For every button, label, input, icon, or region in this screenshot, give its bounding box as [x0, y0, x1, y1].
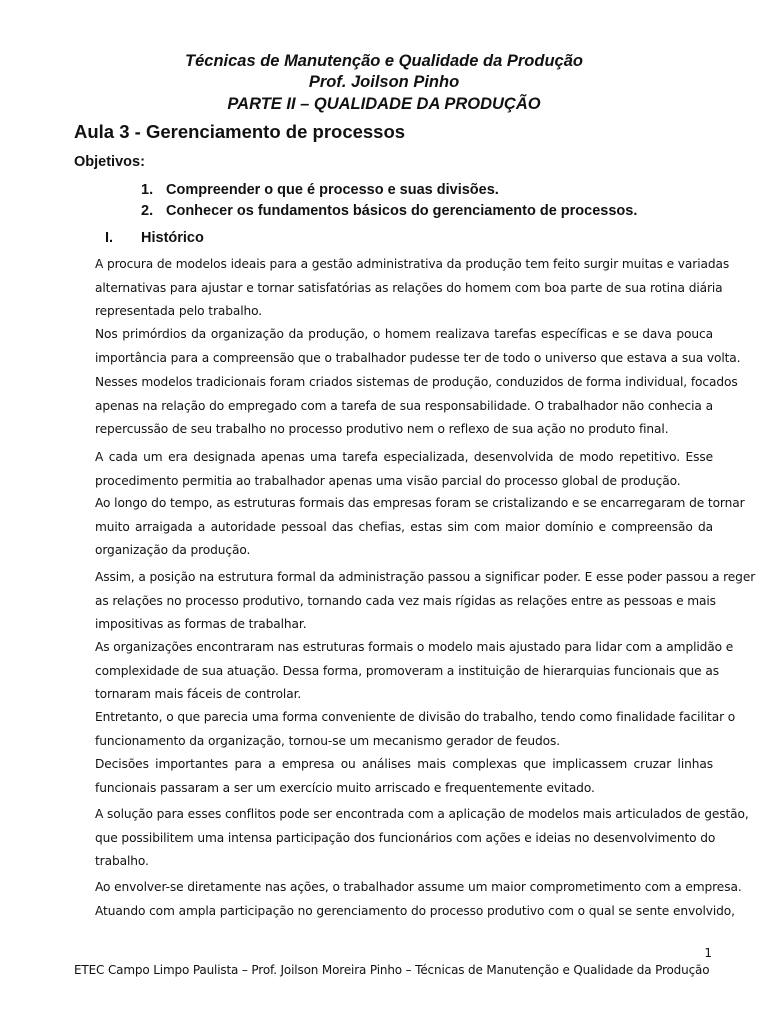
paragraph [95, 636, 734, 707]
paragraph-line: trabalho. [95, 854, 149, 868]
paragraph-line: impositivas as formas de trabalhar. [95, 617, 307, 631]
paragraph-line: apenas na relação do empregado com a tarefa de sua responsabilidade. O trabalhador não conhecia a [95, 398, 713, 413]
paragraph-line: procedimento permitia ao trabalhador apenas uma visão parcial do processo global de produção. [95, 473, 681, 488]
paragraph-line: A solução para esses conflitos pode ser encontrada com a aplicação de modelos mais articulados de gestão, [95, 807, 749, 821]
paragraph-line: funcionamento da organização, tornou-se um mecanismo gerador de feudos. [95, 733, 561, 748]
objectives-label: Objetivos: [74, 154, 145, 170]
paragraph-line: importância para a compreensão que o trabalhador pudesse ter de todo o universo que estava a sua volta. [95, 350, 741, 365]
paragraph-line: Entretanto, o que parecia uma forma conveniente de divisão do trabalho, tendo como finalidade facilitar o [95, 710, 736, 724]
section-number: I. [105, 230, 114, 246]
paragraph [95, 803, 749, 874]
objective-number: 2. [141, 203, 154, 219]
professor-name: Prof. Joilson Pinho [308, 73, 460, 91]
objective-text: Conhecer os fundamentos básicos do gerenciamento de processos. [166, 203, 638, 219]
paragraph-line: Ao longo do tempo, as estruturas formais das empresas foram se cristalizando e se encarregaram de tornar [95, 496, 745, 510]
paragraph-line: Atuando com ampla participação no gerenciamento do processo produtivo com o qual se sente envolvido, [95, 903, 735, 918]
paragraph [95, 753, 713, 800]
paragraph [95, 876, 742, 923]
paragraph-line: muito arraigada a autoridade pessoal das chefias, estas sim com maior domínio e compreensão da [95, 519, 713, 534]
paragraph-line: Ao envolver-se diretamente nas ações, o trabalhador assume um maior comprometimento com a empresa. [95, 880, 742, 894]
page-footer: ETEC Campo Limpo Paulista – Prof. Joilson Moreira Pinho – Técnicas de Manutenção e Qualidade da Produção [74, 963, 710, 977]
paragraph-line: A cada um era designada apenas uma tarefa especializada, desenvolvida de modo repetitivo. Esse [95, 450, 713, 464]
course-title: Técnicas de Manutenção e Qualidade da Produção [185, 52, 583, 70]
objective-text: Compreender o que é processo e suas divisões. [166, 182, 499, 198]
paragraph-line: que possibilitem uma intensa participação dos funcionários com ações e ideias no desenvolvimento do [95, 830, 716, 845]
paragraph-line: Nos primórdios da organização da produção, o homem realizava tarefas específicas e se dava pouca [95, 327, 713, 341]
objective-number: 1. [141, 182, 154, 198]
paragraph [95, 446, 713, 493]
paragraph-line: organização da produção. [95, 543, 251, 557]
paragraph-line: A procura de modelos ideais para a gestão administrativa da produção tem feito surgir muitas e variadas [95, 257, 730, 271]
part-title: PARTE II – QUALIDADE DA PRODUÇÃO [227, 95, 541, 113]
paragraph-line: tornaram mais fáceis de controlar. [95, 687, 302, 701]
paragraph [95, 706, 736, 753]
paragraph-line: Decisões importantes para a empresa ou análises mais complexas que implicassem cruzar linhas [95, 757, 713, 771]
page-number: 1 [704, 946, 712, 960]
paragraph [95, 492, 745, 563]
paragraph [95, 566, 756, 637]
paragraph-line: Assim, a posição na estrutura formal da administração passou a significar poder. E esse poder passou a reger [95, 570, 756, 584]
section-title: Histórico [141, 230, 204, 246]
lesson-title: Aula 3 - Gerenciamento de processos [74, 121, 406, 142]
paragraph-line: representada pelo trabalho. [95, 304, 263, 318]
paragraph-line: As organizações encontraram nas estruturas formais o modelo mais ajustado para lidar com a amplidão e [95, 640, 734, 654]
paragraph [95, 253, 730, 324]
paragraph-line: as relações no processo produtivo, tornando cada vez mais rígidas as relações entre as pessoas e mais [95, 593, 716, 608]
paragraph-line: complexidade de sua atuação. Dessa forma, promoveram a instituição de hierarquias funcionais que as [95, 663, 719, 678]
paragraph-line: Nesses modelos tradicionais foram criados sistemas de produção, conduzidos de forma individual, focados [95, 375, 738, 389]
paragraph-line: alternativas para ajustar e tornar satisfatórias as relações do homem com boa parte de sua rotina diária [95, 280, 723, 295]
paragraph [95, 323, 741, 370]
paragraph-line: funcionais passaram a ser um exercício muito arriscado e frequentemente evitado. [95, 780, 595, 795]
paragraph-line: repercussão de seu trabalho no processo produtivo nem o reflexo de sua ação no produto final. [95, 422, 669, 436]
paragraph [95, 371, 738, 442]
